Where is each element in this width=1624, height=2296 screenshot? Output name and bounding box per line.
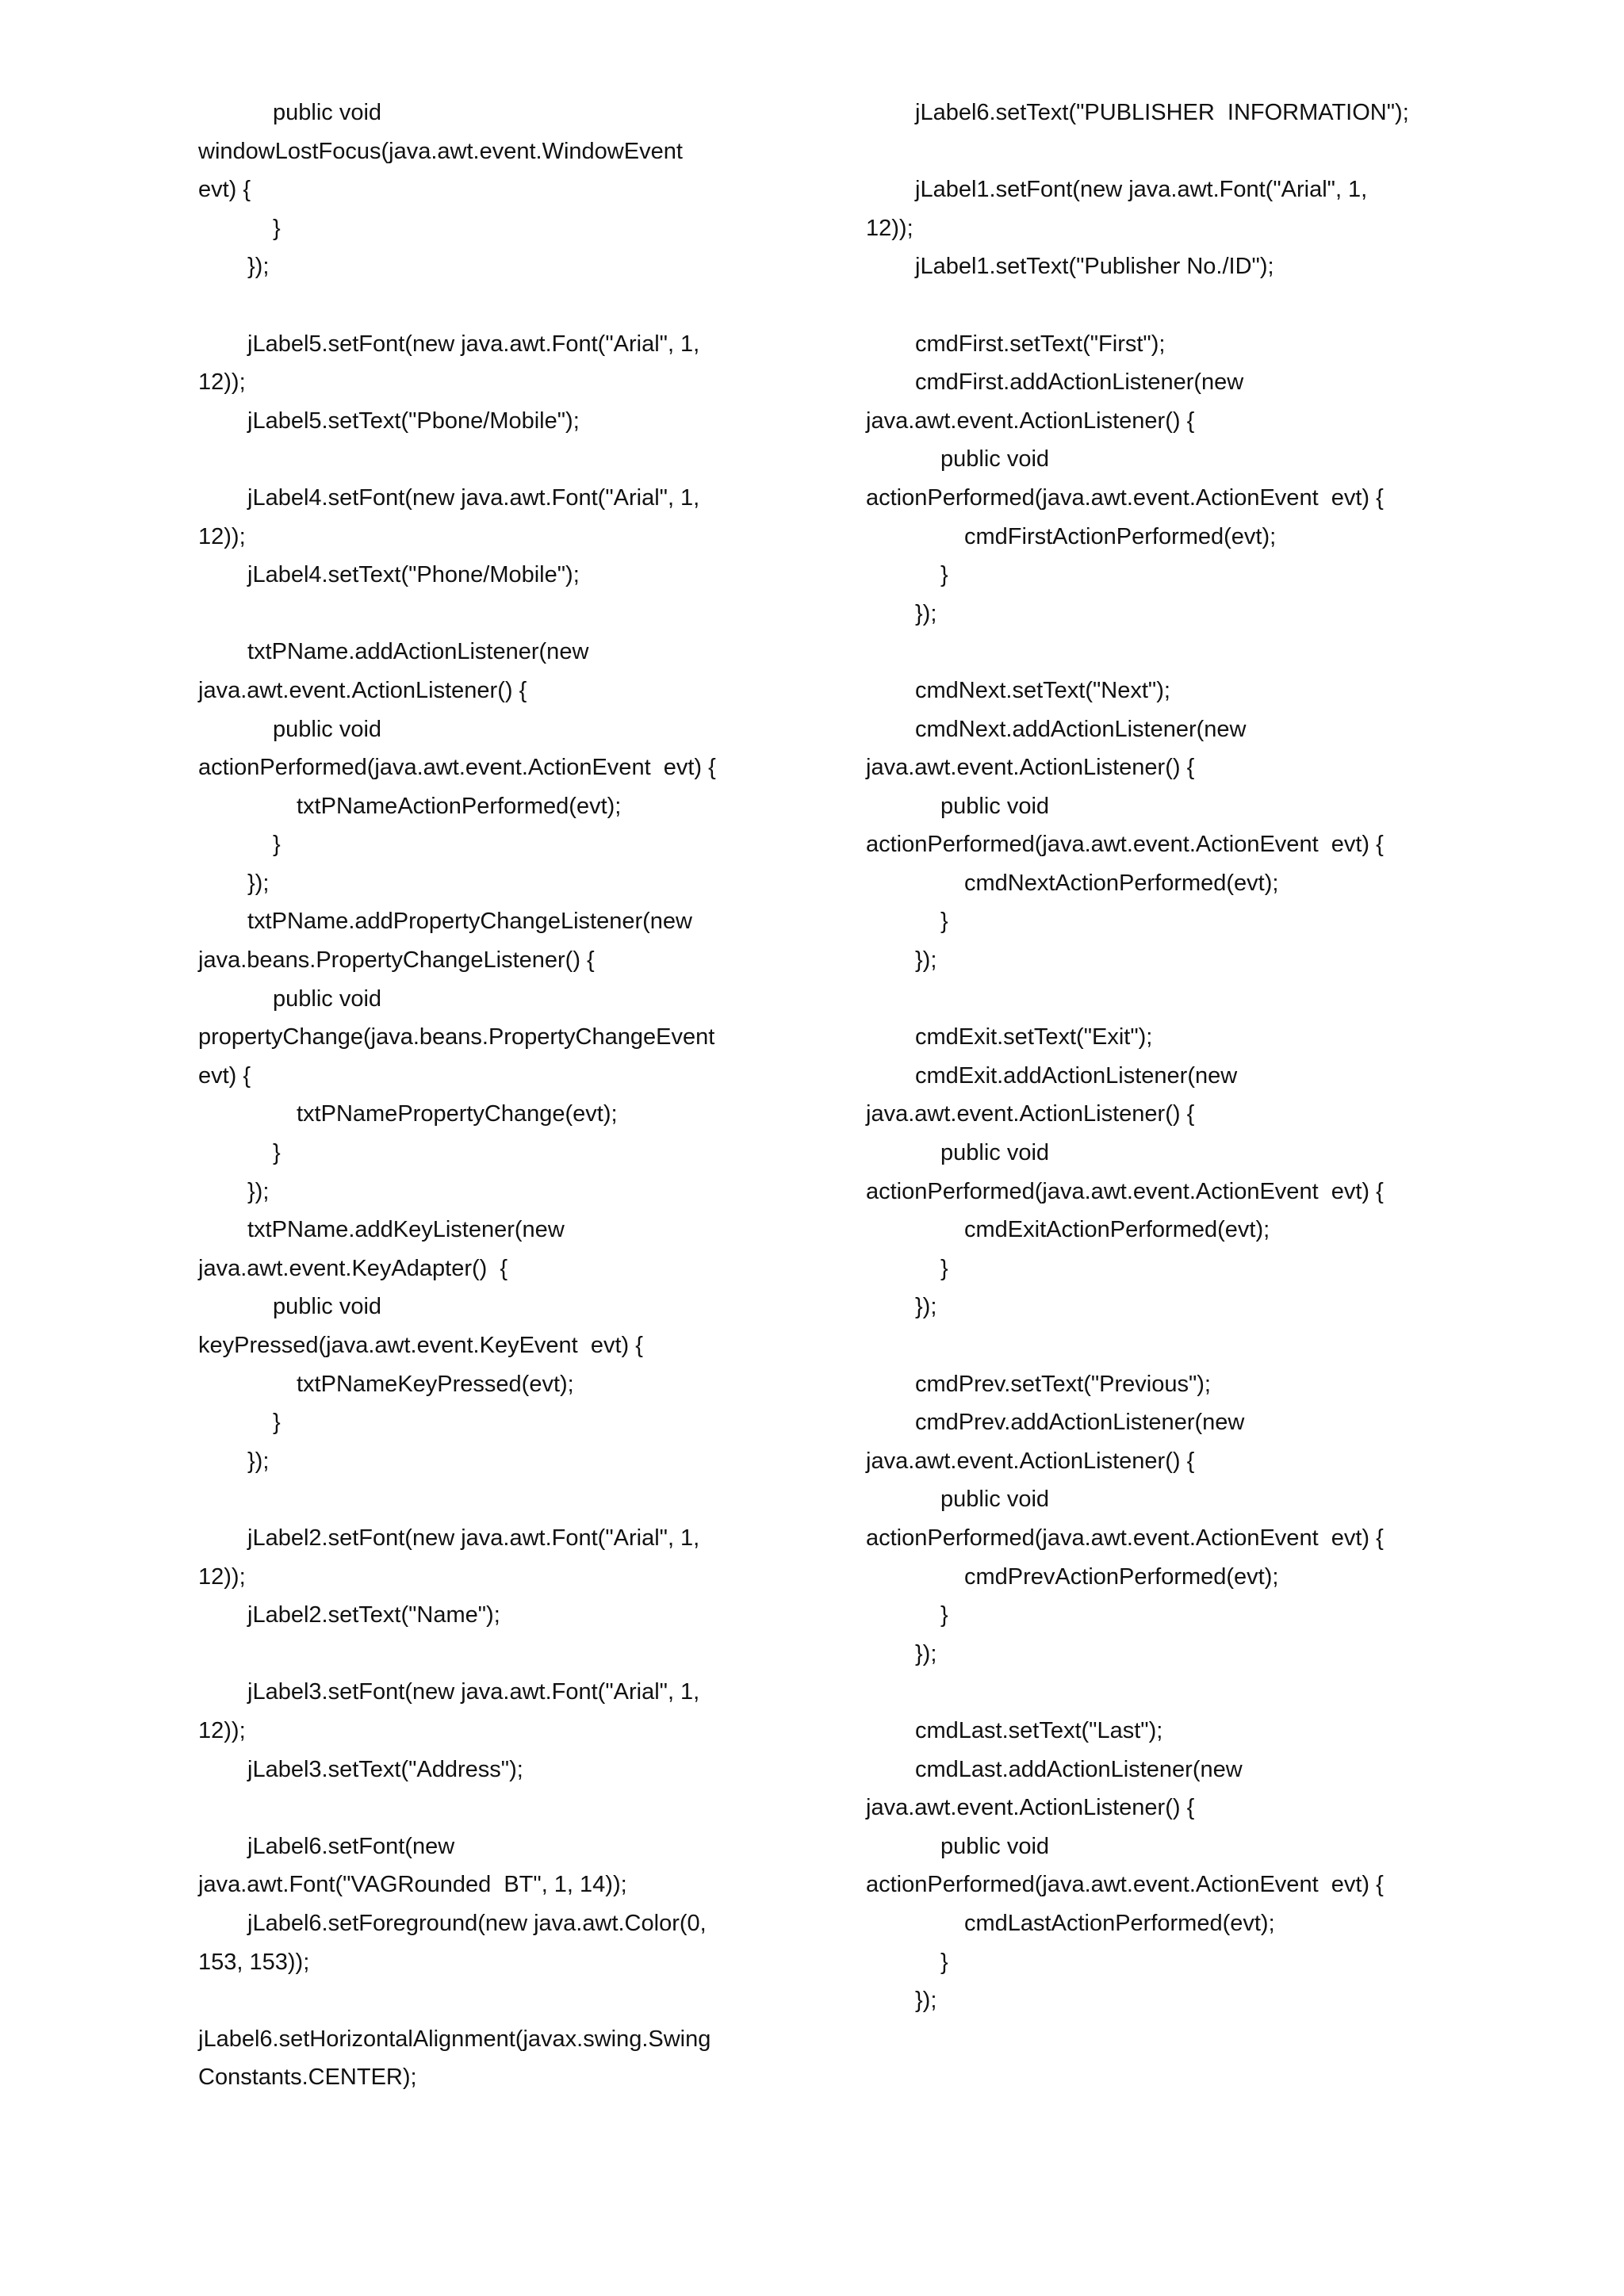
code-line: keyPressed(java.awt.event.KeyEvent evt) { — [198, 1333, 643, 1358]
code-line: } — [940, 1949, 948, 1975]
code-line: }); — [915, 1988, 937, 2014]
code-line: jLabel1.setText("Publisher No./ID"); — [915, 254, 1274, 280]
code-line: cmdFirst.addActionListener(new — [915, 369, 1244, 396]
code-line: public void — [940, 1140, 1050, 1166]
code-line: 12)); — [198, 369, 246, 396]
blank-line — [866, 132, 1564, 171]
code-line: } — [273, 1410, 281, 1436]
code-line: txtPName.addPropertyChangeListener(new — [247, 909, 692, 935]
code-line: public void — [940, 1833, 1050, 1859]
code-line: cmdNextActionPerformed(evt); — [964, 870, 1279, 896]
code-line: public void — [273, 985, 382, 1012]
code-line: cmdNext.setText("Next"); — [915, 677, 1170, 703]
code-line: } — [273, 832, 281, 858]
code-line: } — [940, 1602, 948, 1628]
code-line: cmdLast.setText("Last"); — [915, 1717, 1163, 1743]
code-line: evt) { — [198, 1062, 251, 1089]
code-line: txtPName.addKeyListener(new — [247, 1217, 565, 1243]
code-line: }); — [915, 1294, 937, 1320]
blank-line — [866, 286, 1564, 325]
code-line: }); — [915, 1640, 937, 1667]
code-line: actionPerformed(java.awt.event.ActionEvent evt) { — [866, 1872, 1384, 1898]
code-line: actionPerformed(java.awt.event.ActionEvent evt) { — [198, 755, 716, 781]
code-line: }); — [247, 254, 270, 280]
code-line: propertyChange(java.beans.PropertyChangeEvent — [198, 1024, 715, 1050]
code-line: public void — [940, 1487, 1050, 1513]
code-line: java.awt.event.ActionListener() { — [198, 677, 527, 703]
code-line: } — [273, 1140, 281, 1166]
code-line: evt) { — [198, 177, 251, 203]
code-line: public void — [273, 1294, 382, 1320]
code-line: } — [940, 909, 948, 935]
code-line: }); — [247, 1178, 270, 1204]
code-line: cmdFirst.setText("First"); — [915, 331, 1166, 357]
code-line: 12)); — [198, 523, 246, 549]
code-line: public void — [940, 793, 1050, 819]
code-line: jLabel6.setText("PUBLISHER INFORMATION"); — [915, 100, 1409, 125]
code-line: jLabel6.setHorizontalAlignment(javax.swing.Swing — [198, 2026, 711, 2052]
code-line: jLabel6.setFont(new — [247, 1833, 455, 1859]
code-line: java.awt.Font("VAGRounded BT", 1, 14)); — [198, 1872, 627, 1898]
blank-line — [866, 633, 1564, 672]
code-line: cmdExit.setText("Exit"); — [915, 1024, 1153, 1050]
code-line: java.awt.event.KeyAdapter() { — [198, 1255, 508, 1281]
code-line: java.awt.event.ActionListener() { — [866, 408, 1195, 434]
code-line: } — [940, 562, 948, 588]
code-line: jLabel6.setForeground(new java.awt.Color(0, — [247, 1910, 707, 1936]
code-line: cmdLastActionPerformed(evt); — [964, 1910, 1275, 1936]
code-line: jLabel2.setText("Name"); — [247, 1602, 500, 1628]
code-line: jLabel4.setFont(new java.awt.Font("Arial", 1, — [247, 484, 700, 511]
code-line: cmdPrev.addActionListener(new — [915, 1410, 1245, 1436]
code-line: cmdPrev.setText("Previous"); — [915, 1371, 1211, 1397]
blank-line — [866, 980, 1564, 1019]
code-line: actionPerformed(java.awt.event.ActionEvent evt) { — [866, 484, 1384, 511]
blank-line — [866, 1673, 1564, 1712]
code-line: txtPNameKeyPressed(evt); — [297, 1371, 574, 1397]
code-line: actionPerformed(java.awt.event.ActionEvent evt) { — [866, 832, 1384, 858]
code-line: cmdLast.addActionListener(new — [915, 1756, 1243, 1782]
code-line: 12)); — [198, 1563, 246, 1590]
code-line: cmdExitActionPerformed(evt); — [964, 1217, 1270, 1243]
code-line: actionPerformed(java.awt.event.ActionEvent evt) { — [866, 1525, 1384, 1551]
code-line: java.awt.event.ActionListener() { — [866, 1101, 1195, 1127]
code-line: jLabel5.setFont(new java.awt.Font("Arial", 1, — [247, 331, 700, 357]
blank-line — [198, 1981, 896, 2020]
code-line: jLabel3.setText("Address"); — [247, 1756, 523, 1782]
code-line: jLabel1.setFont(new java.awt.Font("Arial", 1, — [915, 177, 1368, 203]
code-line: java.awt.event.ActionListener() { — [866, 755, 1195, 781]
code-line: txtPName.addActionListener(new — [247, 639, 589, 665]
blank-line — [198, 1480, 896, 1519]
code-line: cmdNext.addActionListener(new — [915, 716, 1247, 742]
code-line: java.awt.event.ActionListener() { — [866, 1795, 1195, 1821]
blank-line — [198, 286, 896, 325]
code-line: 12)); — [198, 1717, 246, 1743]
code-line: jLabel2.setFont(new java.awt.Font("Arial", 1, — [247, 1525, 700, 1551]
code-line: cmdExit.addActionListener(new — [915, 1062, 1238, 1089]
blank-line — [198, 1635, 896, 1674]
code-line: public void — [273, 100, 382, 125]
code-line: java.awt.event.ActionListener() { — [866, 1448, 1195, 1474]
code-line: }); — [247, 870, 270, 896]
blank-line — [198, 1789, 896, 1827]
code-line: jLabel5.setText("Pbone/Mobile"); — [247, 408, 580, 434]
code-line: }); — [247, 1448, 270, 1474]
code-line: jLabel4.setText("Phone/Mobile"); — [247, 562, 580, 588]
code-line: public void — [940, 446, 1050, 473]
code-line: }); — [915, 600, 937, 626]
code-line: java.beans.PropertyChangeListener() { — [198, 947, 595, 974]
code-line: jLabel3.setFont(new java.awt.Font("Arial", 1, — [247, 1679, 700, 1705]
code-line: } — [273, 215, 281, 241]
code-line: windowLostFocus(java.awt.event.WindowEvent — [198, 138, 683, 164]
code-line: txtPNamePropertyChange(evt); — [297, 1101, 618, 1127]
left-code-column — [198, 94, 896, 2097]
code-line: txtPNameActionPerformed(evt); — [297, 793, 622, 819]
code-line: 153, 153)); — [198, 1949, 310, 1975]
code-line: public void — [273, 716, 382, 742]
code-line: cmdFirstActionPerformed(evt); — [964, 523, 1277, 549]
blank-line — [866, 1326, 1564, 1365]
right-code-column — [866, 94, 1564, 2020]
code-line: }); — [915, 947, 937, 974]
blank-line — [198, 595, 896, 633]
code-line: } — [940, 1255, 948, 1281]
blank-line — [198, 440, 896, 479]
code-line: actionPerformed(java.awt.event.ActionEvent evt) { — [866, 1178, 1384, 1204]
code-line: cmdPrevActionPerformed(evt); — [964, 1563, 1279, 1590]
code-line: 12)); — [866, 215, 914, 241]
code-line: Constants.CENTER); — [198, 2064, 417, 2091]
